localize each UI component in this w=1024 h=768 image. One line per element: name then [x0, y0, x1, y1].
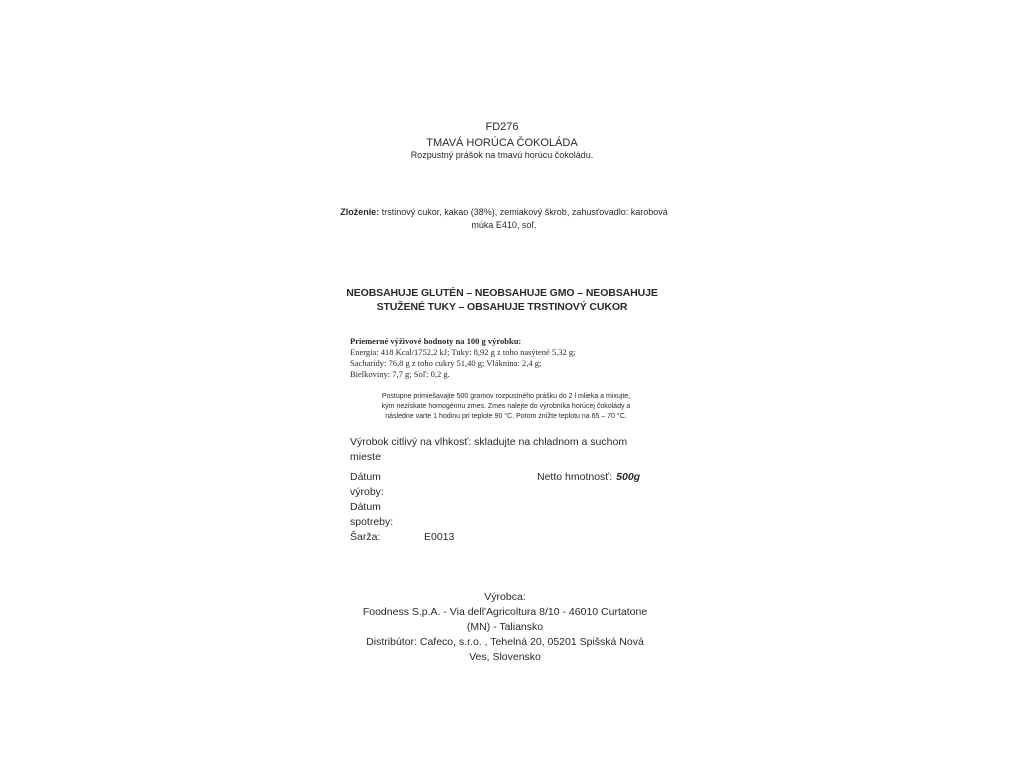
nutrition-section	[350, 336, 576, 380]
instructions-line: následne varte 1 hodinu pri teplote 90 °C. Potom znížte teplotu na 65 – 70 °C.	[385, 413, 627, 420]
product-code: FD276	[485, 121, 519, 133]
expiry-date-label	[350, 500, 454, 530]
dates-section	[350, 470, 454, 545]
free-from-statement	[340, 286, 664, 314]
instructions-line: Postupne primiešavajte 500 gramov rozpustného prášku do 2 l mlieka a mixujte,	[381, 393, 631, 400]
nutrition-line: Sacharidy: 76,8 g z toho cukry 51,40 g; Vláknina: 2,4 g;	[350, 358, 542, 368]
nutrition-line: Energia: 418 Kcal/1752,2 kJ; Tuky: 8,92 g z toho nasýtené 5,32 g;	[350, 347, 576, 357]
expiry-date-label-line: spotreby:	[350, 516, 394, 528]
production-date-label-line: výroby:	[350, 486, 384, 498]
ingredients-section	[340, 206, 668, 232]
producer-line: Výrobca:	[484, 591, 526, 603]
producer-line: Ves, Slovensko	[469, 651, 541, 663]
storage-note: Výrobok citlivý na vlhkosť: skladujte na chladnom a suchom mieste	[350, 436, 628, 463]
preparation-instructions	[350, 392, 662, 422]
producer-line: (MN) - Taliansko	[466, 621, 544, 633]
production-date-label	[350, 470, 454, 500]
free-from-line: NEOBSAHUJE GLUTÉN – NEOBSAHUJE GMO – NEOBSAHUJE	[346, 287, 658, 299]
production-date-label-line: Dátum	[350, 471, 381, 483]
product-description: Rozpustný prášok na tmavú horúcu čokoládu.	[410, 150, 594, 160]
nutrition-line: Bielkoviny: 7,7 g; Soľ: 0,2 g.	[350, 369, 450, 379]
batch-row	[350, 530, 454, 545]
ingredients-text: trstinový cukor, kakao (38%), zemiakový škrob, zahusťovadlo: karobová múka E410, soľ.	[379, 207, 668, 230]
producer-section	[340, 590, 670, 665]
product-name: TMAVÁ HORÚCA ČOKOLÁDA	[426, 137, 578, 149]
nutrition-heading: Priemerné výživové hodnoty na 100 g výrobku:	[350, 336, 522, 346]
net-weight	[537, 471, 640, 483]
batch-label: Šarža:	[350, 531, 381, 543]
ingredients-label: Zloženie:	[340, 207, 380, 217]
instructions-line: kým nezískate homogénnu zmes. Zmes nalejte do výrobníka horúcej čokolády a	[381, 403, 631, 410]
free-from-line: STUŽENÉ TUKY – OBSAHUJE TRSTINOVÝ CUKOR	[376, 301, 628, 313]
net-weight-value: 500g	[616, 471, 641, 483]
batch-value: E0013	[424, 531, 455, 543]
producer-line: Distribútor: Cafeco, s.r.o. , Tehelná 20, 05201 Spišská Nová	[366, 636, 644, 648]
net-weight-label: Netto hmotnosť:	[537, 471, 613, 483]
expiry-date-label-line: Dátum	[350, 501, 381, 513]
producer-line: Foodness S.p.A. - Via dell'Agricoltura 8/10 - 46010 Curtatone	[362, 606, 648, 618]
